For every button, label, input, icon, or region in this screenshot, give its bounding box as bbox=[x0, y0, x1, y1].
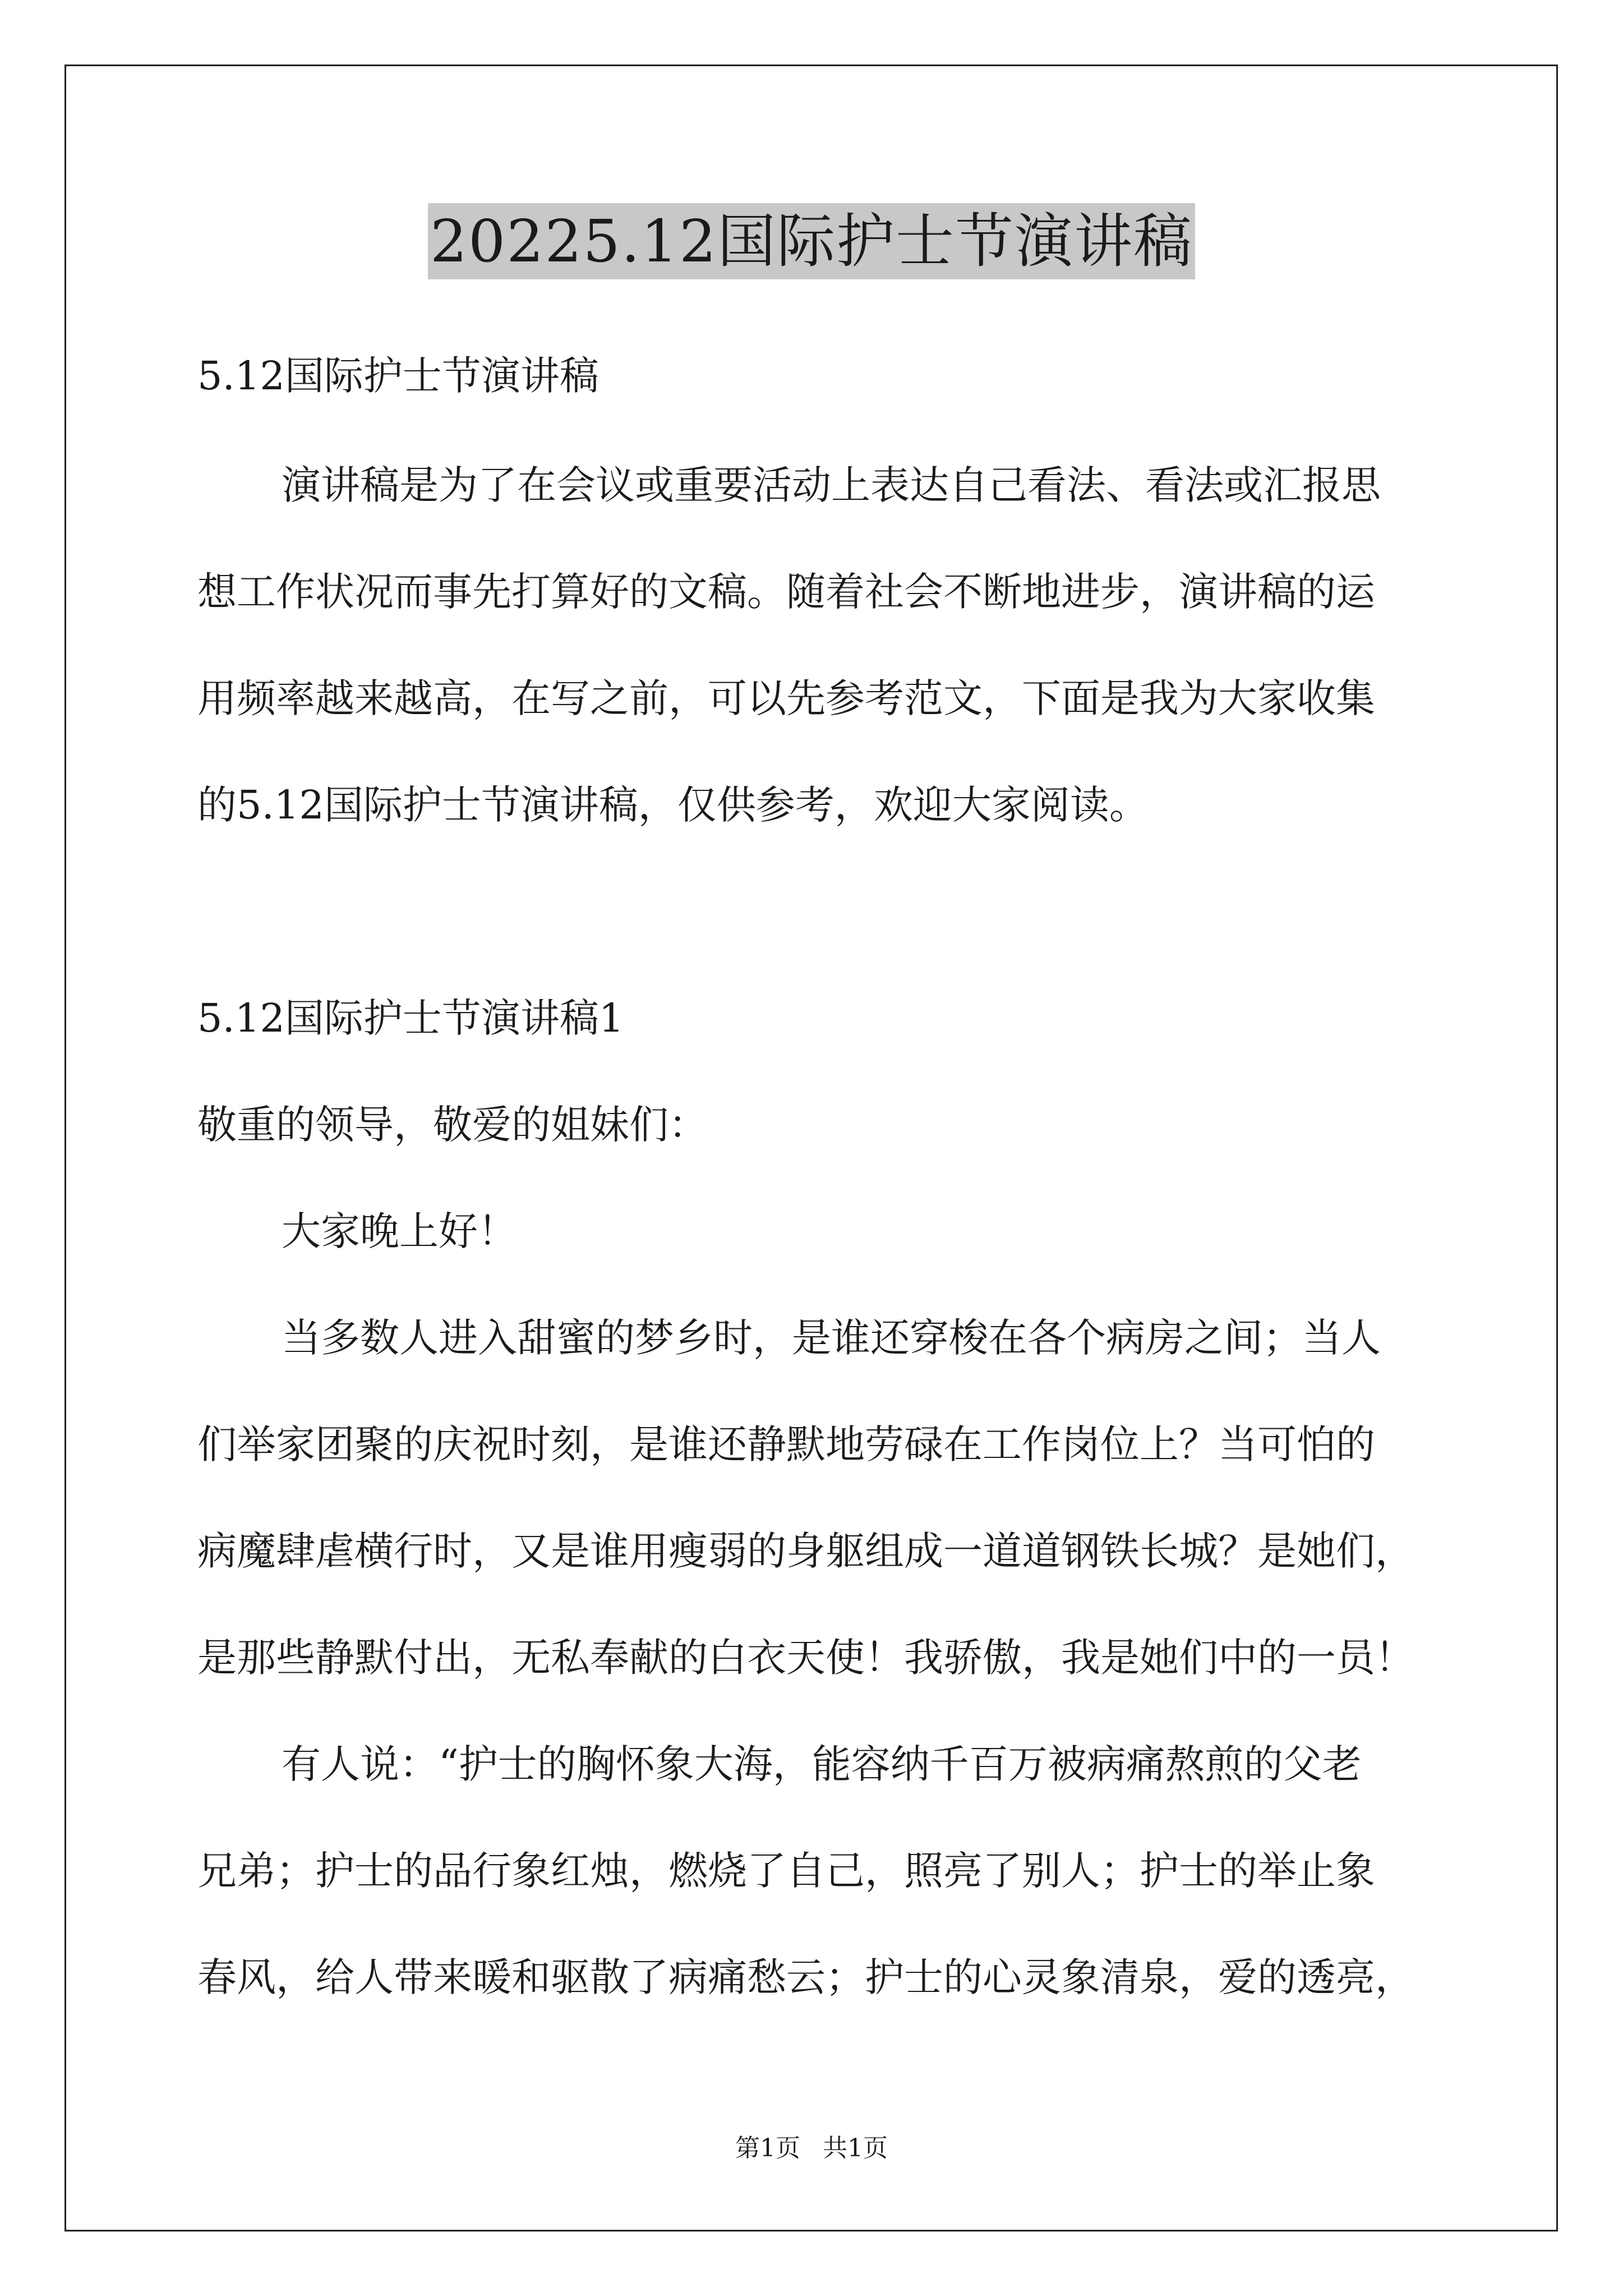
page-number: 第1页 bbox=[735, 2134, 800, 2162]
subtitle-line: 5.12国际护士节演讲稿 bbox=[197, 353, 599, 399]
body-line-7: 春风，给人带来暖和驱散了病痛愁云；护士的心灵象清泉，爱的透亮， bbox=[197, 1954, 1414, 2000]
intro-line-4: 的5.12国际护士节演讲稿，仅供参考，欢迎大家阅读。 bbox=[197, 782, 1149, 828]
salutation-line: 敬重的领导，敬爱的姐妹们： bbox=[197, 1102, 708, 1148]
body-line-5: 有人说：“护士的胸怀象大海，能容纳千百万被病痛熬煎的父老 bbox=[282, 1741, 1362, 1787]
intro-line-3: 用频率越来越高，在写之前，可以先参考范文，下面是我为大家收集 bbox=[197, 675, 1375, 721]
body-line-6: 兄弟；护士的品行象红烛，燃烧了自己，照亮了别人；护士的举止象 bbox=[197, 1848, 1375, 1894]
section-heading: 5.12国际护士节演讲稿1 bbox=[197, 995, 624, 1041]
title-container bbox=[0, 203, 1623, 279]
body-line-4: 是那些静默付出，无私奉献的白衣天使！我骄傲，我是她们中的一员！ bbox=[197, 1635, 1414, 1681]
page-total: 共1页 bbox=[823, 2134, 888, 2162]
body-line-1: 当多数人进入甜蜜的梦乡时，是谁还穿梭在各个病房之间；当人 bbox=[282, 1315, 1381, 1361]
intro-line-2: 想工作状况而事先打算好的文稿。随着社会不断地进步，演讲稿的运 bbox=[197, 569, 1375, 615]
greeting-line: 大家晚上好！ bbox=[282, 1208, 517, 1254]
intro-line-1: 演讲稿是为了在会议或重要活动上表达自己看法、看法或汇报思 bbox=[282, 462, 1381, 508]
document-title: 20225.12国际护士节演讲稿 bbox=[428, 203, 1195, 279]
page-footer bbox=[0, 2132, 1623, 2165]
body-line-2: 们举家团聚的庆祝时刻，是谁还静默地劳碌在工作岗位上？当可怕的 bbox=[197, 1421, 1375, 1467]
body-line-3: 病魔肆虐横行时，又是谁用瘦弱的身躯组成一道道钢铁长城？是她们， bbox=[197, 1528, 1414, 1574]
